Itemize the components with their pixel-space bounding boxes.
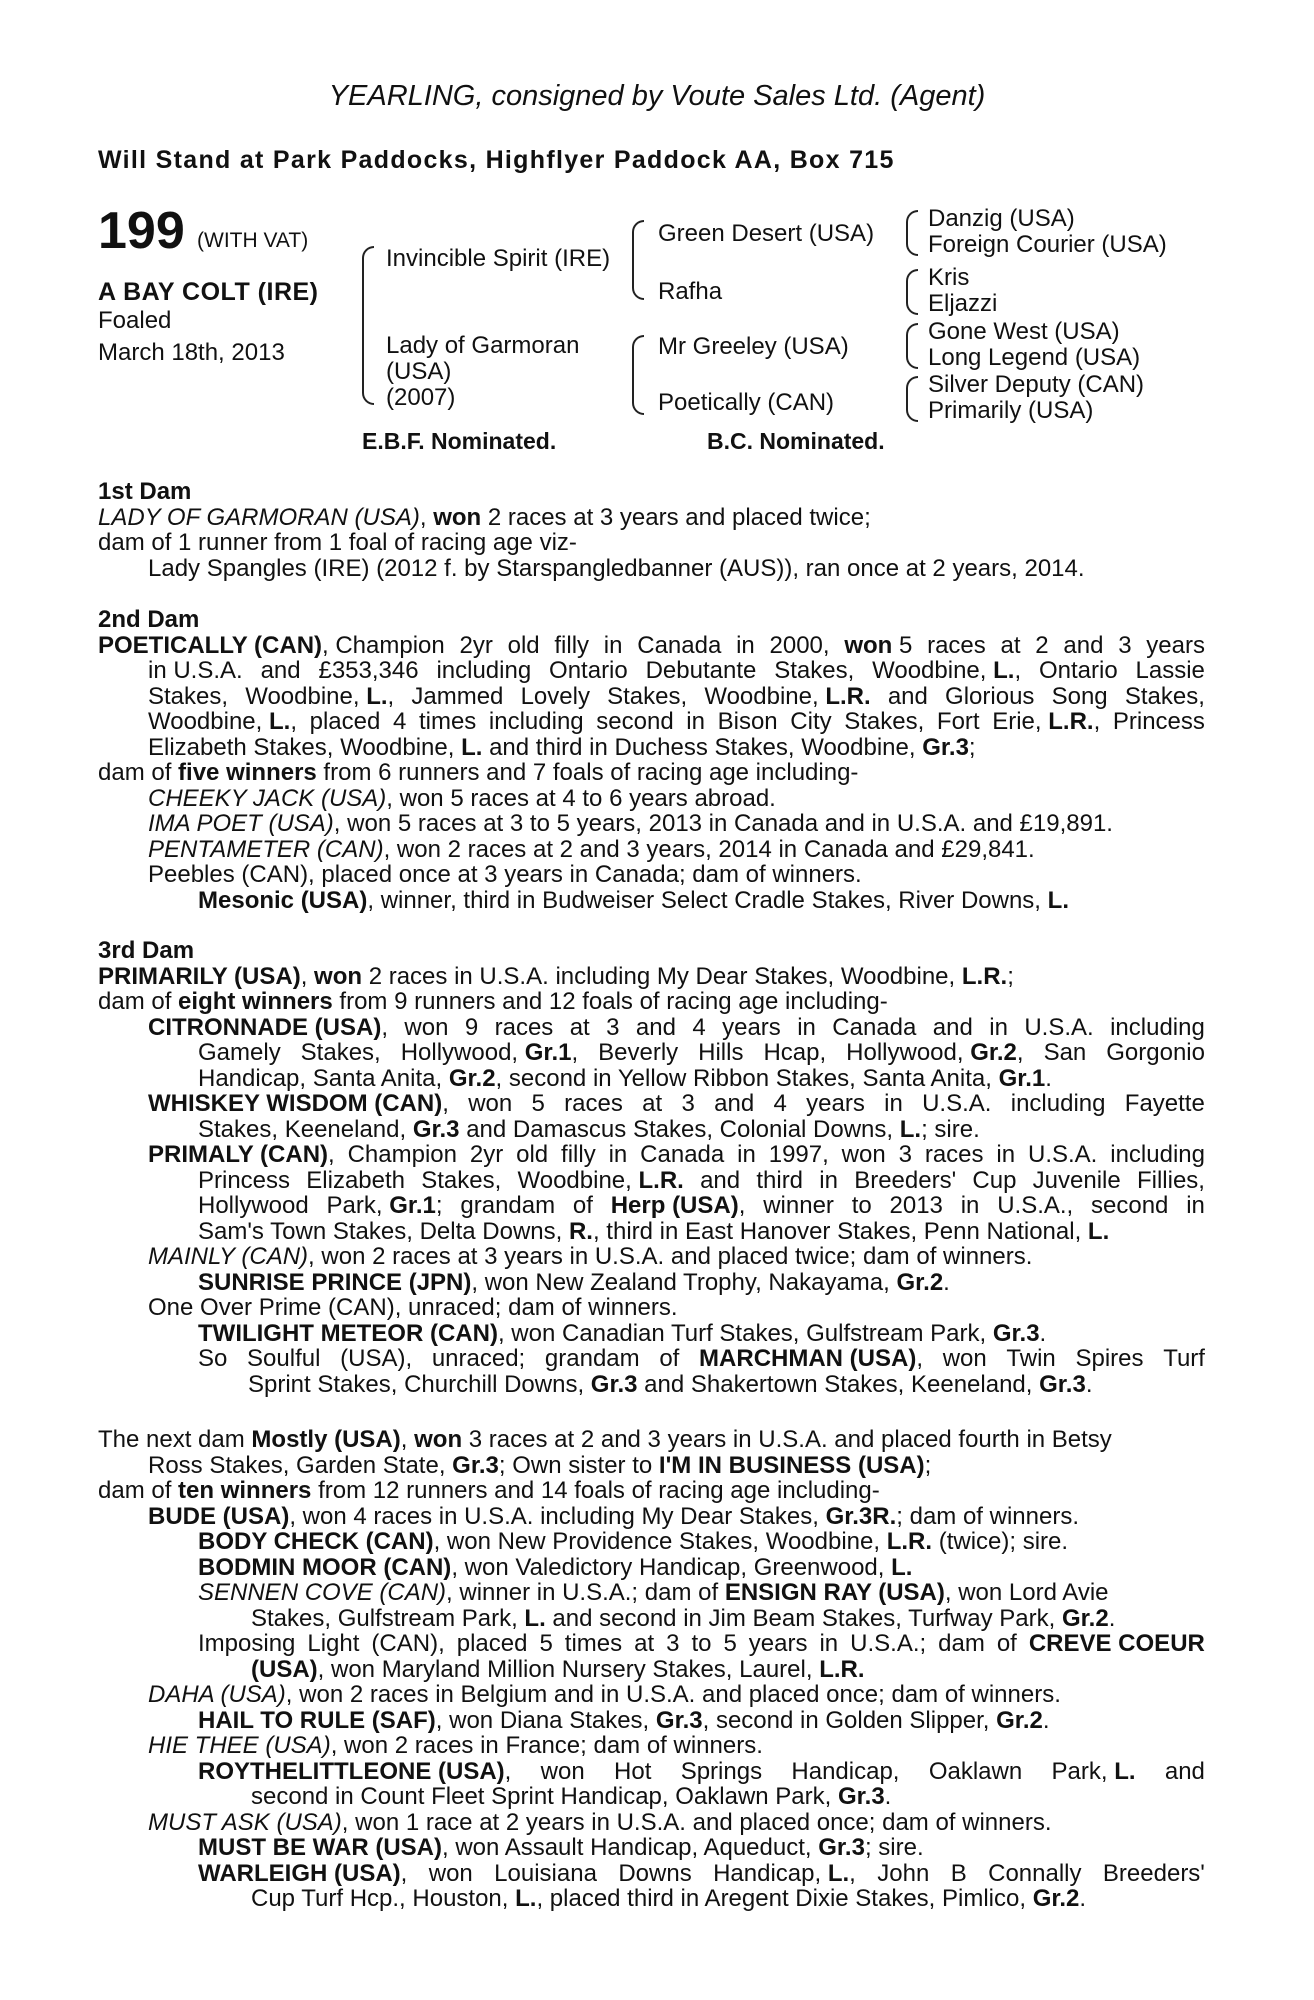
sire-dam-brace: [362, 246, 374, 405]
second-dam-line-2: in U.S.A. and £353,346 including Ontario Debutante Stakes, Woodbine, L., Ontario Lassie: [148, 657, 1205, 684]
next-dam-line-11: DAHA (USA), won 2 races in Belgium and in U.S.A. and placed once; dam of winners.: [148, 1681, 1061, 1708]
next-dam-line-14: ROYTHELITTLEONE (USA), won Hot Springs Handicap, Oaklawn Park, L. and: [198, 1757, 1205, 1785]
first-dam-name: LADY OF GARMORAN (USA): [98, 503, 420, 531]
third-dam-section: [98, 938, 1205, 1397]
next-dam-line-3: dam of ten winners from 12 runners and 14 foals of racing age including-: [98, 1477, 880, 1504]
grand-brace-4: [906, 376, 918, 422]
pedigree-dam-name: Lady of Garmoran: [386, 332, 580, 359]
pedigree-dam-sire: Mr Greeley (USA): [658, 333, 849, 360]
first-dam-line-1: [98, 505, 1085, 531]
next-dam-line-4: BUDE (USA), won 4 races in U.S.A. including My Dear Stakes, Gr.3R.; dam of winners.: [148, 1502, 1080, 1530]
second-dam-line-9: PENTAMETER (CAN), won 2 races at 2 and 3 years, 2014 in Canada and £29,841.: [148, 835, 1035, 863]
grand-brace-3: [906, 323, 918, 369]
second-dam-line-6: dam of five winners from 6 runners and 7 foals of racing age including-: [98, 759, 859, 786]
second-dam-line-10: Peebles (CAN), placed once at 3 years in Canada; dam of winners.: [148, 861, 862, 888]
next-dam-line-18: WARLEIGH (USA), won Louisiana Downs Handicap, L., John B Connally Breeders': [198, 1859, 1205, 1887]
next-dam-line-19: Cup Turf Hcp., Houston, L., placed third in Aregent Dixie Stakes, Pimlico, Gr.2.: [251, 1885, 1087, 1912]
foaled-date: March 18th, 2013: [98, 339, 285, 366]
pedigree-g1: Danzig (USA): [928, 205, 1075, 232]
next-dam-line-8: Stakes, Gulfstream Park, L. and second in Jim Beam Stakes, Turfway Park, Gr.2.: [251, 1604, 1116, 1632]
next-dam-line-9: Imposing Light (CAN), placed 5 times at 3 to 5 years in U.S.A.; dam of CREVE COEUR: [198, 1630, 1205, 1657]
next-dam-line-12: HAIL TO RULE (SAF), won Diana Stakes, Gr.3, second in Golden Slipper, Gr.2.: [198, 1706, 1050, 1734]
first-dam-heading: 1st Dam: [98, 478, 192, 505]
third-dam-line-10: Hollywood Park, Gr.1; grandam of Herp (USA), winner to 2013 in U.S.A., second in: [198, 1192, 1205, 1219]
pedigree-sire: Invincible Spirit (IRE): [386, 245, 611, 272]
third-dam-line-13: SUNRISE PRINCE (JPN), won New Zealand Trophy, Nakayama, Gr.2.: [198, 1268, 950, 1296]
second-dam-line-5: Elizabeth Stakes, Woodbine, L. and third in Duchess Stakes, Woodbine, Gr.3;: [148, 733, 976, 761]
third-dam-line-6: WHISKEY WISDOM (CAN), won 5 races at 3 and 4 years in U.S.A. including Fayette: [148, 1090, 1205, 1117]
second-dam-line-3: Stakes, Woodbine, L., Jammed Lovely Stakes, Woodbine, L.R. and Glorious Song Stakes,: [148, 682, 1205, 710]
third-dam-line-3: CITRONNADE (USA), won 9 races at 3 and 4 years in Canada and in U.S.A. including: [148, 1013, 1205, 1041]
next-dam-section: [98, 1427, 1205, 1912]
pedigree-g6: Long Legend (USA): [928, 344, 1141, 371]
second-dam-line-11: Mesonic (USA), winner, third in Budweiser Select Cradle Stakes, River Downs, L.: [198, 886, 1069, 914]
dam-parents-brace: [632, 335, 644, 415]
lot-number: 199: [98, 202, 185, 260]
pedigree-sire-sire: Green Desert (USA): [658, 220, 875, 247]
next-dam-line-1: The next dam Mostly (USA), won 3 races at 2 and 3 years in U.S.A. and placed fourth in Betsy: [98, 1426, 1112, 1453]
third-dam-line-7: Stakes, Keeneland, Gr.3 and Damascus Stakes, Colonial Downs, L.; sire.: [198, 1115, 980, 1143]
second-dam-line-7: CHEEKY JACK (USA), won 5 races at 4 to 6 years abroad.: [148, 784, 776, 812]
next-dam-line-16: MUST ASK (USA), won 1 race at 2 years in U.S.A. and placed once; dam of winners.: [148, 1808, 1052, 1836]
third-dam-line-11: Sam's Town Stakes, Delta Downs, R., third in East Hanover Stakes, Penn National, L.: [198, 1217, 1110, 1245]
lot-description: A BAY COLT (IRE): [98, 278, 319, 306]
third-dam-line-1: PRIMARILY (USA), won 2 races in U.S.A. including My Dear Stakes, Woodbine, L.R.;: [98, 962, 1014, 990]
third-dam-line-15: TWILIGHT METEOR (CAN), won Canadian Turf Stakes, Gulfstream Park, Gr.3.: [198, 1319, 1047, 1347]
first-dam-record: 2 races at 3 years and placed twice;: [481, 503, 871, 531]
pedigree-dam-dam: Poetically (CAN): [658, 389, 835, 416]
bc-nominated: B.C. Nominated.: [707, 428, 885, 454]
third-dam-line-2: dam of eight winners from 9 runners and 12 foals of racing age including-: [98, 988, 888, 1015]
third-dam-line-5: Handicap, Santa Anita, Gr.2, second in Yellow Ribbon Stakes, Santa Anita, Gr.1.: [198, 1064, 1052, 1092]
first-dam-line-3: Lady Spangles (IRE) (2012 f. by Starspangledbanner (AUS)), ran once at 2 years, 2014.: [148, 554, 1085, 582]
grand-brace-2: [906, 269, 918, 315]
pedigree-g5: Gone West (USA): [928, 318, 1120, 345]
pedigree-g8: Primarily (USA): [928, 397, 1094, 424]
next-dam-line-5: BODY CHECK (CAN), won New Providence Stakes, Woodbine, L.R. (twice); sire.: [198, 1528, 1069, 1555]
next-dam-line-2: Ross Stakes, Garden State, Gr.3; Own sister to I'M IN BUSINESS (USA);: [148, 1451, 932, 1479]
pedigree-dam-country: (USA): [386, 358, 452, 385]
pedigree-g2: Foreign Courier (USA): [928, 231, 1167, 258]
second-dam-line-4: Woodbine, L., placed 4 times including second in Bison City Stakes, Fort Erie, L.R., Princess: [148, 708, 1205, 735]
next-dam-line-17: MUST BE WAR (USA), won Assault Handicap, Aqueduct, Gr.3; sire.: [198, 1834, 924, 1861]
first-dam-section: [98, 479, 1085, 581]
grand-brace-1: [906, 210, 918, 256]
third-dam-line-8: PRIMALY (CAN), Champion 2yr old filly in Canada in 1997, won 3 races in U.S.A. including: [148, 1141, 1205, 1168]
third-dam-line-9: Princess Elizabeth Stakes, Woodbine, L.R. and third in Breeders' Cup Juvenile Fillies,: [198, 1166, 1205, 1194]
next-dam-line-6: BODMIN MOOR (CAN), won Valedictory Handicap, Greenwood, L.: [198, 1553, 913, 1581]
pedigree-dam-year: (2007): [386, 384, 456, 411]
pedigree-g3: Kris: [928, 264, 970, 291]
third-dam-line-12: MAINLY (CAN), won 2 races at 3 years in U.S.A. and placed twice; dam of winners.: [148, 1243, 1033, 1270]
consignment-title: YEARLING, consigned by Voute Sales Ltd. (Agent): [328, 80, 986, 112]
third-dam-line-14: One Over Prime (CAN), unraced; dam of winners.: [148, 1294, 678, 1321]
second-dam-heading: 2nd Dam: [98, 606, 200, 633]
pedigree-sire-dam: Rafha: [658, 278, 723, 305]
second-dam-section: [98, 607, 1205, 913]
third-dam-line-4: Gamely Stakes, Hollywood, Gr.1, Beverly Hills Hcap, Hollywood, Gr.2, San Gorgonio: [198, 1039, 1205, 1066]
third-dam-heading: 3rd Dam: [98, 937, 195, 964]
ebf-nominated: E.B.F. Nominated.: [362, 428, 557, 454]
third-dam-line-16: So Soulful (USA), unraced; grandam of MARCHMAN (USA), won Twin Spires Turf: [198, 1345, 1205, 1372]
first-dam-sep: ,: [419, 503, 434, 531]
foaled-label: Foaled: [98, 307, 172, 334]
pedigree-g4: Eljazzi: [928, 290, 998, 317]
pedigree-g7: Silver Deputy (CAN): [928, 371, 1145, 398]
foaled-info: [98, 305, 285, 369]
vat-note: (WITH VAT): [197, 229, 309, 252]
second-dam-line-1: POETICALLY (CAN), Champion 2yr old filly in Canada in 2000, won 5 races at 2 and 3 years: [98, 631, 1205, 659]
sire-parents-brace: [632, 220, 644, 300]
next-dam-line-13: HIE THEE (USA), won 2 races in France; dam of winners.: [148, 1732, 763, 1759]
next-dam-line-7: SENNEN COVE (CAN), winner in U.S.A.; dam of ENSIGN RAY (USA), won Lord Avie: [198, 1579, 1109, 1606]
stand-location: Will Stand at Park Paddocks, Highflyer Paddock AA, Box 715: [98, 146, 895, 174]
next-dam-line-10: (USA), won Maryland Million Nursery Stakes, Laurel, L.R.: [251, 1655, 865, 1683]
second-dam-line-8: IMA POET (USA), won 5 races at 3 to 5 years, 2013 in Canada and in U.S.A. and £19,891.: [148, 810, 1113, 837]
first-dam-won: won: [433, 503, 482, 531]
first-dam-line-2: dam of 1 runner from 1 foal of racing age viz-: [98, 529, 577, 556]
next-dam-line-15: second in Count Fleet Sprint Handicap, Oaklawn Park, Gr.3.: [251, 1783, 892, 1810]
third-dam-line-17: Sprint Stakes, Churchill Downs, Gr.3 and Shakertown Stakes, Keeneland, Gr.3.: [248, 1370, 1093, 1398]
